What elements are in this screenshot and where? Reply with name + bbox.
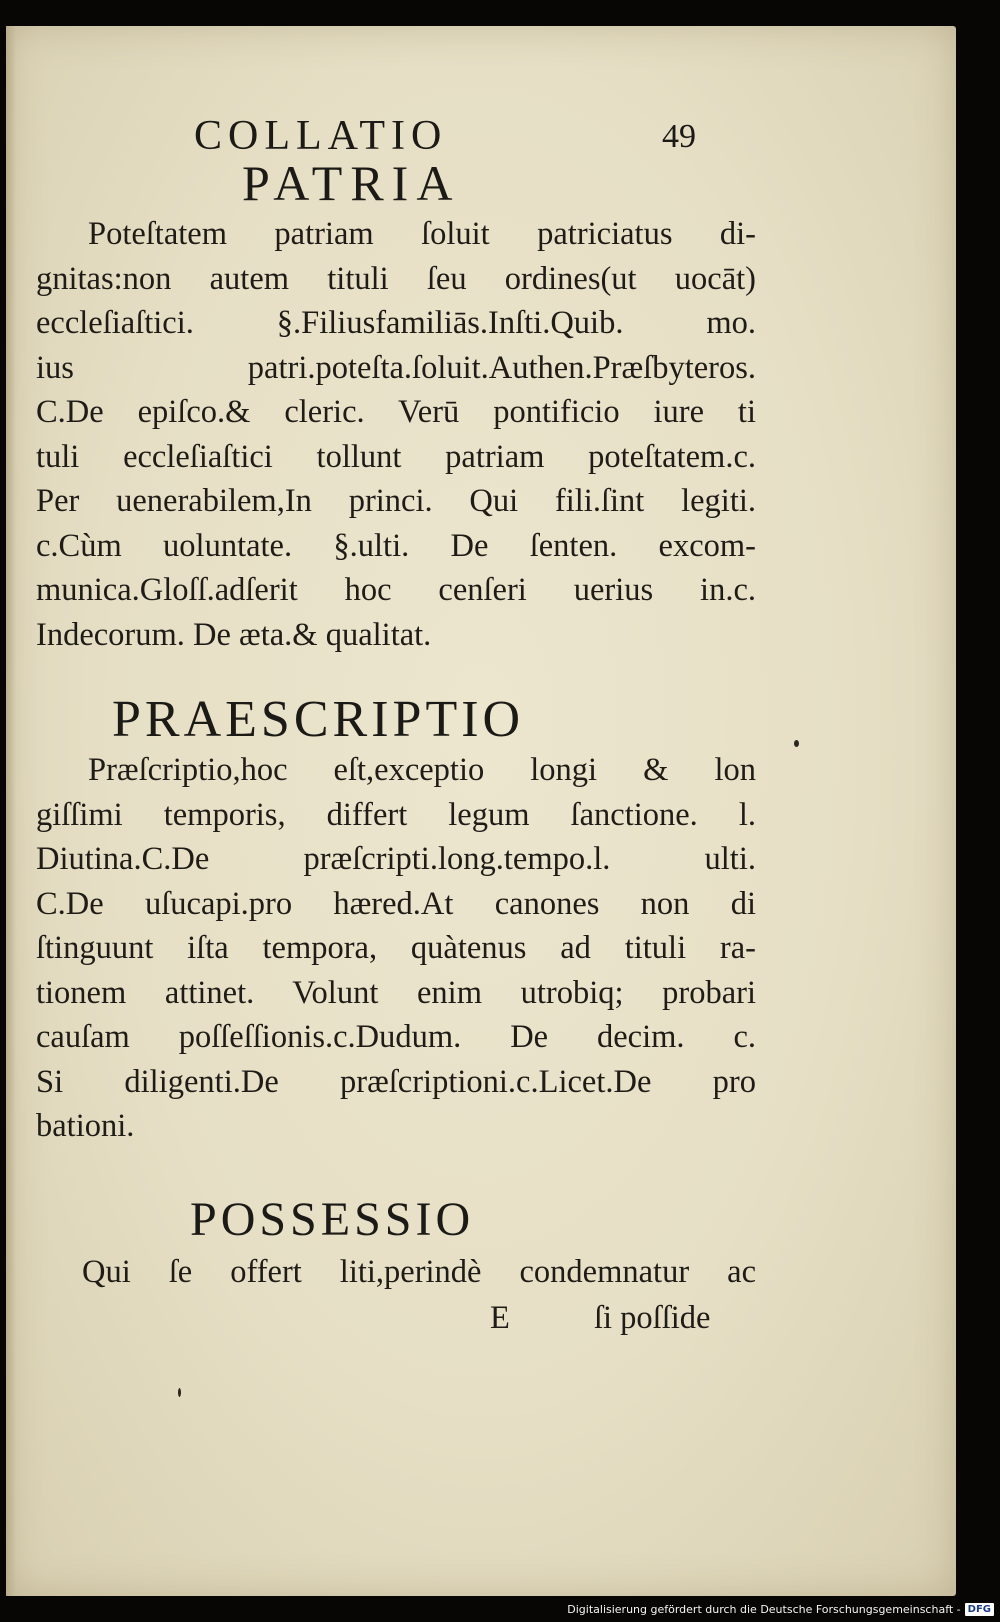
text-line: gnitas:non autem tituli ſeu ordines(ut uocāt) <box>36 260 756 297</box>
paragraph-possessio <box>36 1250 756 1295</box>
digitization-credit <box>567 1600 994 1618</box>
text-line: tuli eccleſiaſtici tollunt patriam poteſtatem.c. <box>36 438 756 475</box>
catchword: ſi poſſide <box>594 1300 711 1336</box>
text-line: c.Cùm uoluntate. §.ulti. De ſenten. excom- <box>36 527 756 564</box>
text-line: Si diligenti.De præſcriptioni.c.Licet.De pro <box>36 1063 756 1100</box>
section-heading-possessio: POSSESSIO <box>190 1193 475 1246</box>
text-line: Per uenerabilem,In princi. Qui fili.ſint legiti. <box>36 483 756 519</box>
paragraph-praescriptio <box>36 748 756 1149</box>
section-heading-praescriptio: PRAESCRIPTIO <box>112 691 525 748</box>
text-line: Indecorum. De æta.& qualitat. <box>36 616 432 653</box>
text-line: ſtinguunt iſta tempora, quàtenus ad tituli ra- <box>36 930 756 966</box>
running-title: COLLATIO <box>194 113 448 159</box>
text-line: Diutina.C.De præſcripti.long.tempo.l. ulti. <box>36 841 756 877</box>
signature-mark: E <box>490 1300 510 1336</box>
text-line: C.De epiſco.& cleric. Verū pontificio iure ti <box>36 394 756 430</box>
paragraph-patria <box>36 212 756 657</box>
dfg-logo: DFG <box>965 1603 994 1616</box>
text-line: ius patri.poteſta.ſoluit.Authen.Præſbyteros. <box>36 349 756 386</box>
text-line: bationi. <box>36 1108 135 1144</box>
text-line: C.De uſucapi.pro hæred.At canones non di <box>36 885 756 922</box>
text-line: munica.Gloſſ.adſerit hoc cenſeri uerius in.c. <box>36 572 756 608</box>
text-line: Præſcriptio,hoc eſt,exceptio longi & lon <box>88 752 756 788</box>
text-line: giſſimi temporis, differt legum ſanctione. l. <box>36 796 756 833</box>
page-number: 49 <box>662 118 696 155</box>
text-line: cauſam poſſeſſionis.c.Dudum. De decim. c. <box>36 1019 756 1055</box>
text-line: eccleſiaſtici. §.Filiusfamiliās.Inſti.Quib. mo. <box>36 305 756 341</box>
text-line: tionem attinet. Volunt enim utrobiq; probari <box>36 974 756 1011</box>
ink-speck <box>794 740 799 747</box>
credit-text: Digitalisierung gefördert durch die Deutsche Forschungsgemeinschaft - <box>567 1602 961 1616</box>
page-gutter-shadow <box>6 26 16 1596</box>
text-line: Qui ſe offert liti,perindè condemnatur ac <box>82 1254 756 1290</box>
section-heading-patria: PATRIA <box>242 155 461 211</box>
ink-speck <box>178 1388 181 1397</box>
text-line: Poteſtatem patriam ſoluit patriciatus di- <box>88 216 756 252</box>
